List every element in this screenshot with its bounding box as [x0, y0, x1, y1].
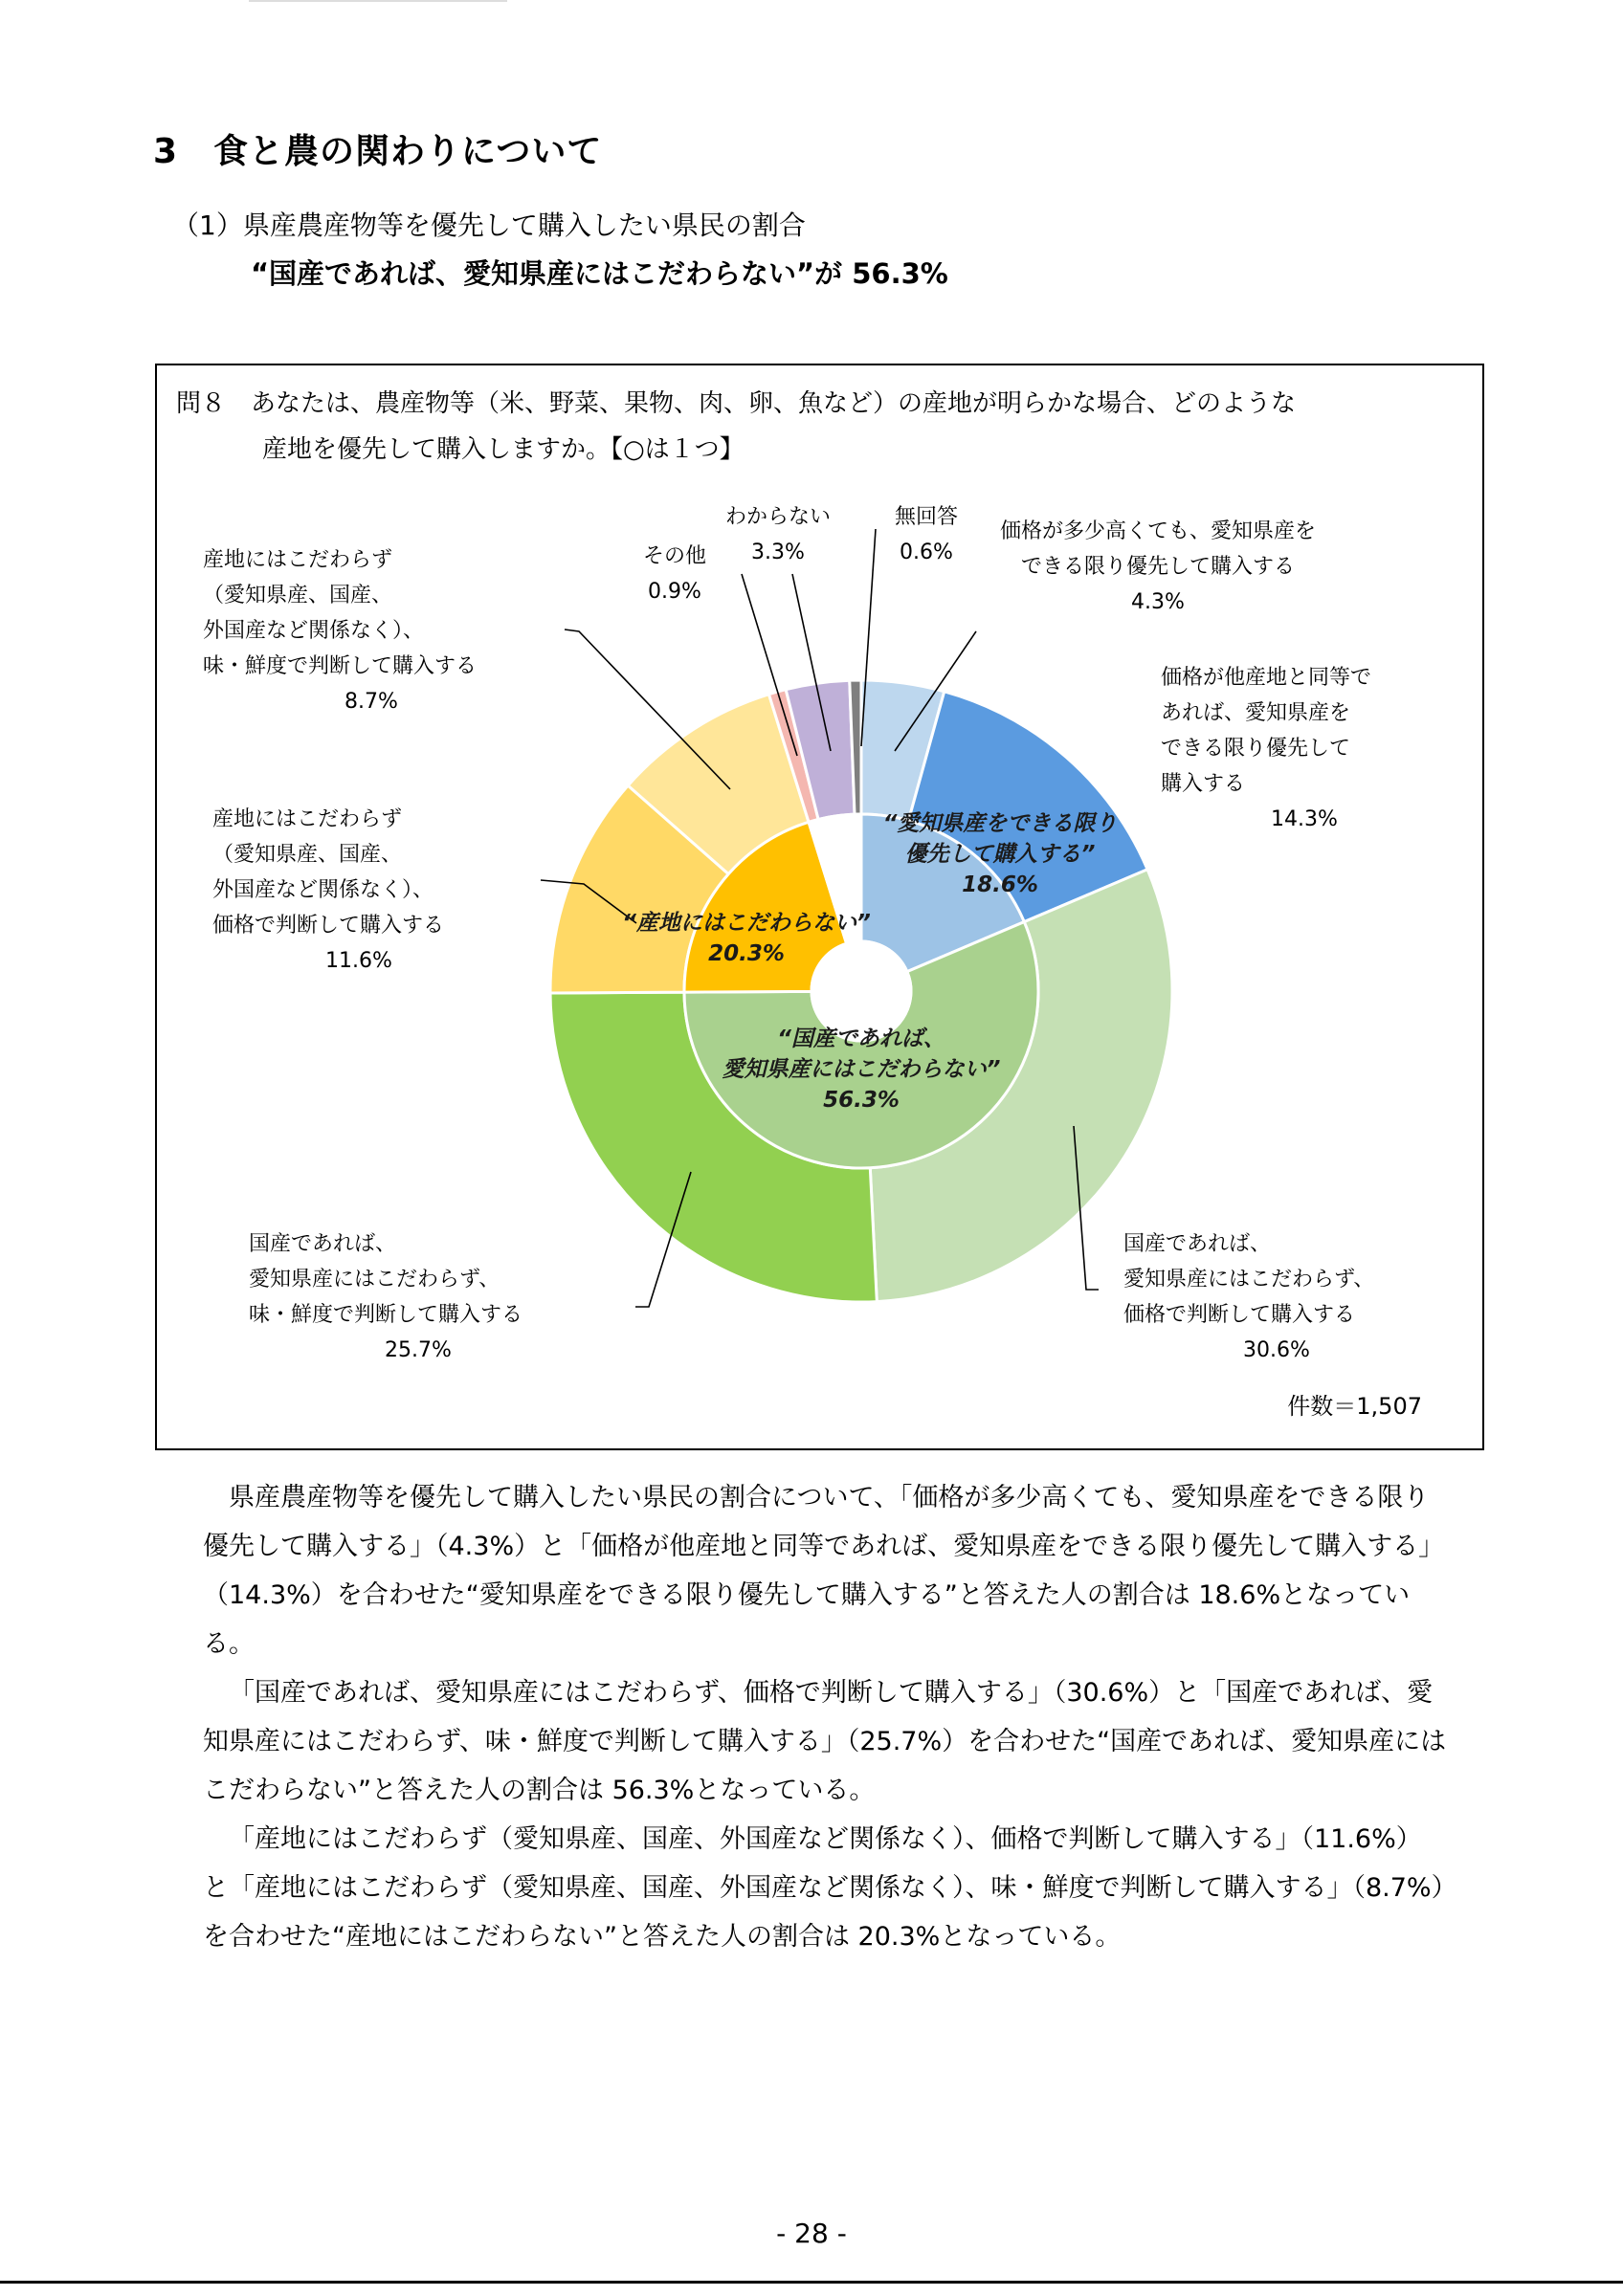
label-l5-line4: 価格で判断して購入する [212, 914, 445, 938]
label-l4-line3: 味・鮮度で判断して購入する [249, 1303, 523, 1327]
label-l4-line1: 国産であれば、 [249, 1232, 397, 1256]
label-l8-pct: 3.3% [751, 541, 805, 564]
inner-label-1-line-3: 18.6% [962, 872, 1038, 897]
label-l5-line2: （愛知県産、国産、 [212, 843, 403, 867]
label-l1-pct: 4.3% [1131, 590, 1185, 614]
label-l3-line1: 国産であれば、 [1123, 1232, 1272, 1256]
question-line-1: 問８ あなたは、農産物等（米、野菜、果物、肉、卵、魚など）の産地が明らかな場合、どのような [176, 389, 1297, 418]
inner-label-1-line-2: 優先して購入する” [904, 842, 1096, 867]
subsection-title: （1）県産農産物等を優先して購入したい県民の割合 [172, 210, 806, 241]
label-l5-line3: 外国産など関係なく）、 [212, 878, 434, 902]
label-l7 [643, 539, 706, 609]
label-l3-pct: 30.6% [1243, 1338, 1310, 1362]
label-l1-line2: できる限り優先して購入する [1021, 555, 1296, 579]
label-l6-line2: （愛知県産、国産、 [203, 584, 393, 607]
label-l2-line1: 価格が他産地と同等で [1161, 666, 1372, 690]
label-l2-line3: できる限り優先して [1161, 737, 1351, 761]
label-l6-line4: 味・鮮度で判断して購入する [203, 654, 478, 678]
bottom-rule [0, 2281, 1623, 2284]
label-l7-line1: その他 [643, 544, 707, 568]
label-l7-pct: 0.9% [648, 580, 701, 604]
inner-label-3-line-1: “産地にはこだわらない” [622, 911, 871, 936]
label-l9-line1: 無回答 [895, 505, 959, 529]
body-paragraph-2: 「国産であれば、愛知県産にはこだわらず、価格で判断して購入する」（30.6%）と「国産であれば、愛知県産にはこだわらず、味・鮮度で判断して購入する」（25.7%）を合わせた“国産であれば、愛知県産にはこだわらない”と答えた人の割合は 56.3%となっている。 [203, 1678, 1447, 1805]
label-l3 [1123, 1226, 1374, 1368]
section-title: 3 食と農の関わりについて [153, 132, 603, 171]
body-text [203, 1473, 1447, 1961]
label-l3-line2: 愛知県産にはこだわらず、 [1123, 1268, 1375, 1292]
inner-label-2-line-3: 56.3% [823, 1088, 900, 1113]
label-l2-line2: あれば、愛知県産を [1161, 701, 1351, 725]
headline: “国産であれば、愛知県産にはこだわらない”が 56.3% [251, 257, 948, 290]
inner-label-2-line-1: “国産であれば、 [777, 1027, 945, 1051]
label-l1 [1000, 514, 1316, 620]
question-line-2: 産地を優先して購入しますか。【○は１つ】 [262, 435, 745, 464]
label-l3-line3: 価格で判断して購入する [1123, 1303, 1356, 1327]
label-l1-line1: 価格が多少高くても、愛知県産を [1000, 519, 1317, 543]
label-l2-pct: 14.3% [1271, 807, 1338, 831]
label-l8-line1: わからない [725, 505, 832, 529]
label-l9 [895, 499, 958, 570]
label-l4-pct: 25.7% [385, 1338, 452, 1362]
body-paragraph-1: 県産農産物等を優先して購入したい県民の割合について、「価格が多少高くても、愛知県産をできる限り優先して購入する」（4.3%）と「価格が他産地と同等であれば、愛知県産をできる限り優先して購入する」（14.3%）を合わせた“愛知県産をできる限り優先して購入する”と答えた人の割合は 18.6%となっている。 [203, 1483, 1445, 1659]
label-l5 [212, 802, 444, 979]
inner-label-1-line-1: “愛知県産をできる限り [882, 811, 1118, 836]
label-l6-pct: 8.7% [345, 690, 398, 714]
label-l6-line1: 産地にはこだわらず [203, 548, 393, 572]
label-l2-line4: 購入する [1161, 772, 1246, 796]
inner-label-2-line-2: 愛知県産にはこだわらない” [722, 1057, 1001, 1082]
label-l4 [249, 1226, 522, 1368]
label-l5-line1: 産地にはこだわらず [212, 807, 403, 831]
label-l8 [725, 499, 831, 570]
label-l5-pct: 11.6% [325, 949, 392, 973]
label-l6 [203, 542, 477, 719]
page-number: - 28 - [776, 2218, 847, 2249]
body-paragraph-3: 「産地にはこだわらず（愛知県産、国産、外国産など関係なく）、価格で判断して購入する」（11.6%）と「産地にはこだわらず（愛知県産、国産、外国産など関係なく）、味・鮮度で判断して購入する」（8.7%）を合わせた“産地にはこだわらない”と答えた人の割合は 20.3%となっている。 [203, 1824, 1445, 1952]
label-l4-line2: 愛知県産にはこだわらず、 [249, 1268, 500, 1292]
label-l2 [1161, 660, 1371, 837]
label-l6-line3: 外国産など関係なく）、 [203, 619, 425, 643]
inner-label-3-line-2: 20.3% [708, 941, 785, 966]
sample-count: 件数＝1,507 [1287, 1393, 1422, 1420]
label-l9-pct: 0.6% [900, 541, 953, 564]
